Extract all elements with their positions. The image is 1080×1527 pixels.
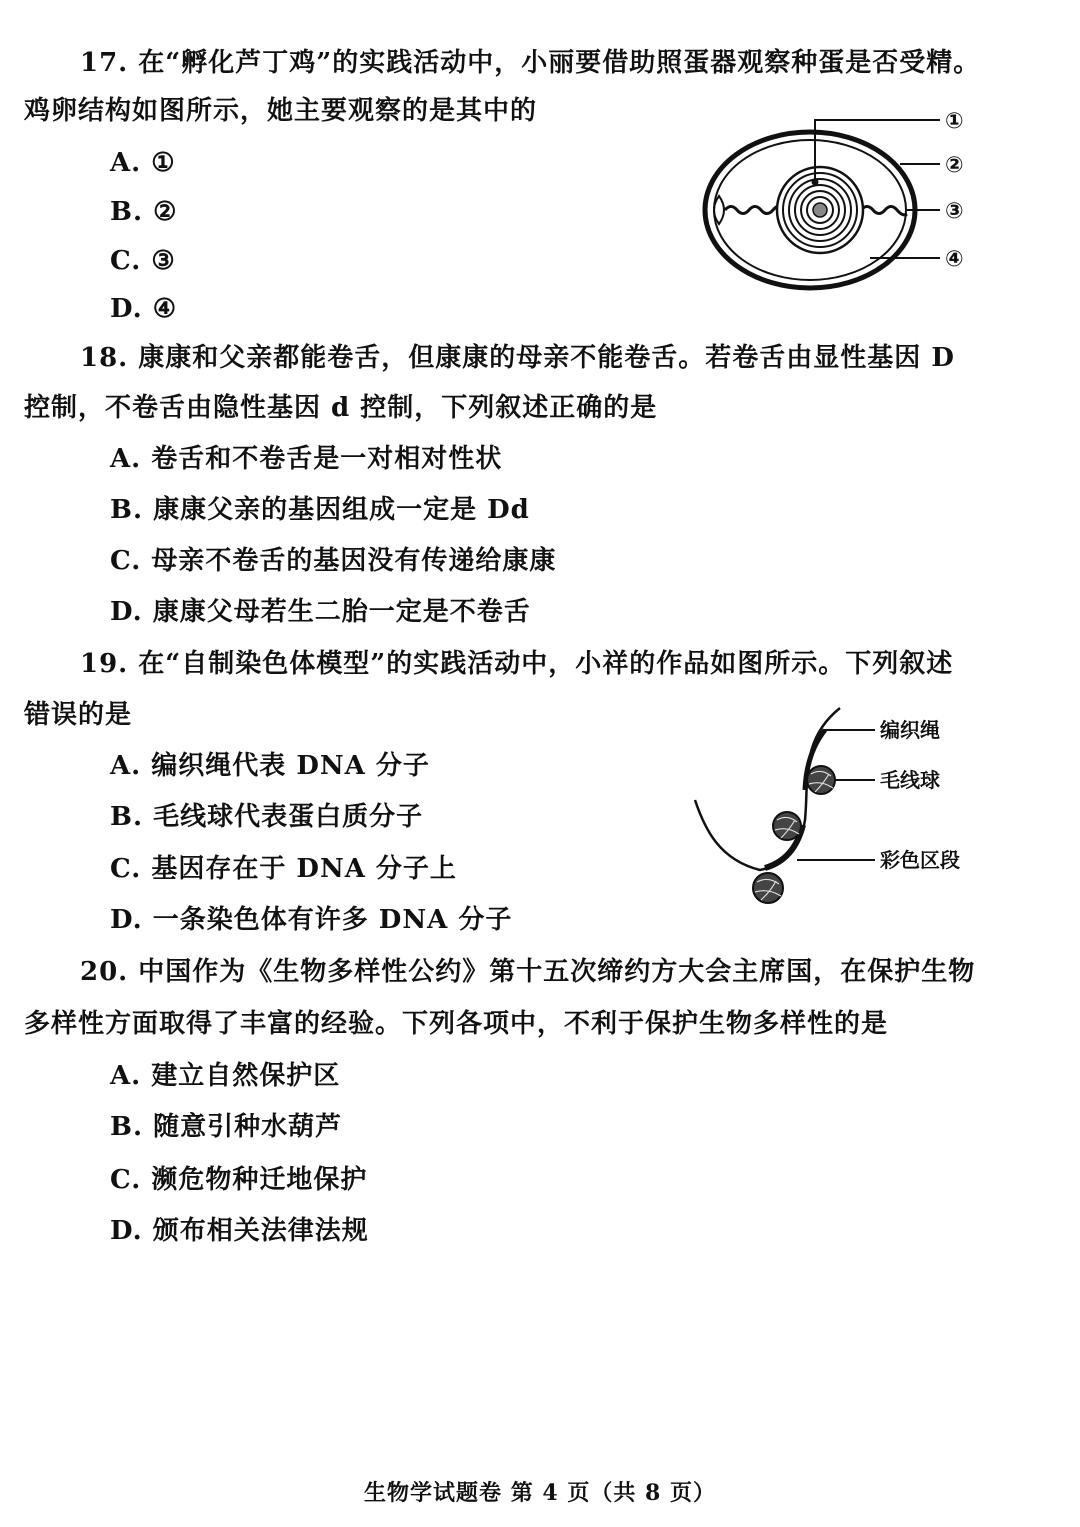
egg-label-1: ① bbox=[945, 109, 964, 134]
yolk bbox=[777, 167, 863, 253]
chromosome-model-figure bbox=[685, 700, 985, 920]
q18-stem-line2: 控制，不卷舌由隐性基因 d 控制，下列叙述正确的是 bbox=[24, 393, 658, 423]
chalaza-left bbox=[725, 206, 783, 214]
q20-stem-line1: 20. 中国作为《生物多样性公约》第十五次缔约方大会主席国，在保护生物 bbox=[80, 957, 976, 987]
q17-stem-line1: 17. 在“孵化芦丁鸡”的实践活动中，小丽要借助照蛋器观察种蛋是否受精。 bbox=[80, 48, 981, 78]
q18-option-b: B. 康康父亲的基因组成一定是 Dd bbox=[110, 495, 530, 525]
q17-option-a: A. ① bbox=[110, 148, 176, 178]
q20-option-d: D. 颁布相关法律法规 bbox=[110, 1216, 369, 1246]
q17-stem-line2: 鸡卵结构如图所示，她主要观察的是其中的 bbox=[24, 96, 538, 126]
q20-option-c: C. 濒危物种迁地保护 bbox=[110, 1165, 368, 1195]
q18-option-d: D. 康康父母若生二胎一定是不卷舌 bbox=[110, 597, 531, 627]
q19-option-d: D. 一条染色体有许多 DNA 分子 bbox=[110, 905, 513, 935]
label-colored-segment: 彩色区段 bbox=[880, 848, 960, 872]
label-yarn-ball: 毛线球 bbox=[880, 768, 940, 792]
q18-stem-line1: 18. 康康和父亲都能卷舌，但康康的母亲不能卷舌。若卷舌由显性基因 D bbox=[80, 343, 955, 373]
q18-option-c: C. 母亲不卷舌的基因没有传递给康康 bbox=[110, 546, 557, 576]
egg-label-3: ③ bbox=[945, 199, 964, 224]
chalaza-right bbox=[861, 207, 907, 215]
q19-option-a: A. 编织绳代表 DNA 分子 bbox=[110, 751, 430, 781]
q19-option-b: B. 毛线球代表蛋白质分子 bbox=[110, 802, 424, 832]
yarn-ball-3 bbox=[753, 873, 783, 903]
q17-option-c: C. ③ bbox=[110, 246, 176, 276]
q20-option-b: B. 随意引种水葫芦 bbox=[110, 1112, 343, 1142]
q18-option-a: A. 卷舌和不卷舌是一对相对性状 bbox=[110, 444, 503, 474]
egg-structure-figure bbox=[695, 100, 985, 310]
yarn-ball-1 bbox=[807, 766, 835, 794]
q19-option-c: C. 基因存在于 DNA 分子上 bbox=[110, 854, 457, 884]
egg-label-2: ② bbox=[945, 153, 964, 178]
q19-stem-line1: 19. 在“自制染色体模型”的实践活动中，小祥的作品如图所示。下列叙述 bbox=[80, 649, 954, 679]
yarn-ball-2 bbox=[773, 812, 801, 840]
q20-stem-line2: 多样性方面取得了丰富的经验。下列各项中，不利于保护生物多样性的是 bbox=[24, 1009, 889, 1039]
q19-stem-line2: 错误的是 bbox=[24, 700, 133, 730]
q17-option-d: D. ④ bbox=[110, 294, 178, 324]
q17-option-b: B. ② bbox=[110, 197, 178, 227]
page-footer: 生物学试题卷 第 4 页（共 8 页） bbox=[364, 1480, 716, 1506]
label-braided-rope: 编织绳 bbox=[880, 718, 940, 742]
air-chamber bbox=[714, 196, 724, 224]
egg-label-4: ④ bbox=[945, 247, 964, 272]
q20-option-a: A. 建立自然保护区 bbox=[110, 1061, 341, 1091]
